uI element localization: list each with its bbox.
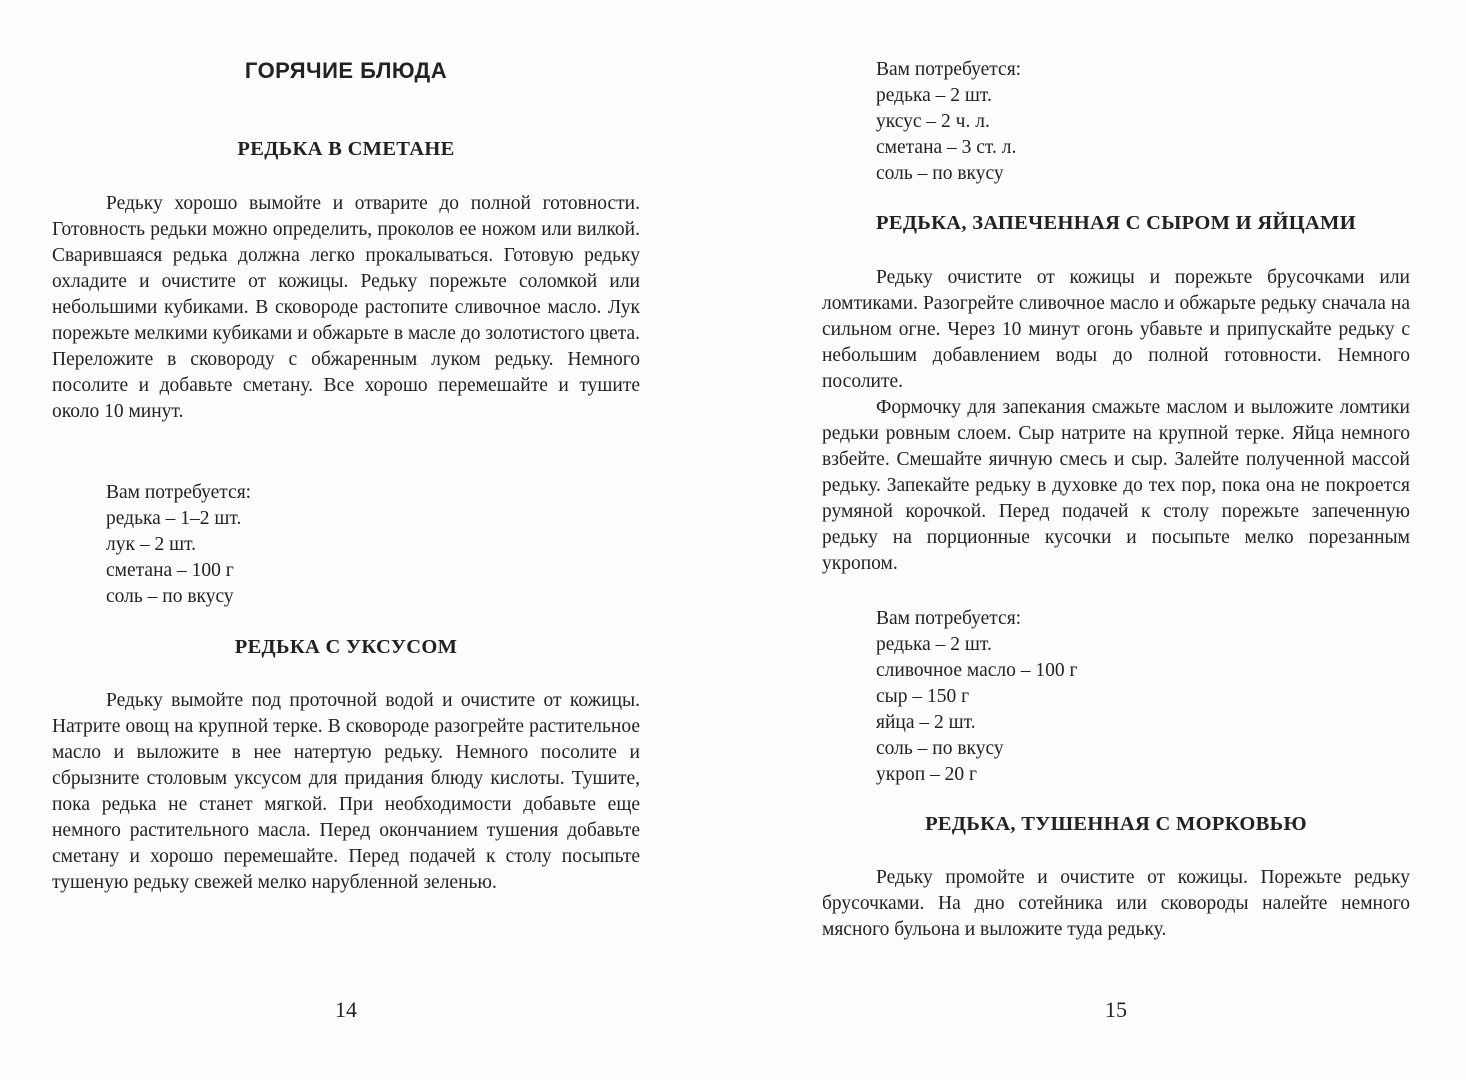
ingredient-item: лук – 2 шт. [106, 534, 197, 555]
ingredient-item: уксус – 2 ч. л. [876, 111, 990, 132]
recipe-title-radish-stewed-carrot: РЕДЬКА, ТУШЕННАЯ С МОРКОВЬЮ [925, 813, 1307, 835]
recipe-title-radish-baked-cheese-eggs: РЕДЬКА, ЗАПЕЧЕННАЯ С СЫРОМ И ЯЙЦАМИ [876, 212, 1356, 234]
recipe-text-radish-stewed-carrot: Редьку промойте и очистите от кожицы. Порежьте редьку брусочками. На дно сотейника или сковороды налейте немного мясного бульона и выложите туда редьку. [822, 867, 1410, 940]
ingredient-item: редька – 1–2 шт. [106, 508, 242, 529]
right-page [822, 0, 1410, 1080]
ingredient-item: сливочное масло – 100 г [876, 660, 1078, 681]
chapter-title: ГОРЯЧИЕ БЛЮДА [244, 58, 448, 83]
ingredients-list-radish-vinegar [876, 57, 1410, 187]
ingredient-item: сыр – 150 г [876, 686, 970, 707]
ingredients-heading: Вам потребуется: [876, 59, 1022, 80]
ingredient-item: соль – по вкусу [876, 738, 1004, 759]
ingredients-list-radish-sour-cream [106, 480, 640, 610]
page-number-left: 14 [335, 997, 357, 1022]
recipe-text-radish-baked-1: Редьку очистите от кожицы и порежьте брусочками или ломтиками. Разогрейте сливочное масло и обжарьте редьку сначала на сильном огне. Через 10 минут огонь убавьте и припускайте редьку с небольшим добавлением воды до полной готовности. Немного посолите. [822, 267, 1410, 392]
ingredient-item: сметана – 3 ст. л. [876, 137, 1017, 158]
recipe-text-radish-vinegar: Редьку вымойте под проточной водой и очистите от кожицы. Натрите овощ на крупной терке. В сковороде разогрейте растительное масло и выложите в нее натертую редьку. Немного посолите и сбрызните столовым уксусом для придания блюду кислоты. Тушите, пока редька не станет мягкой. При необходимости добавьте еще немного растительного масла. Перед окончанием тушения добавьте сметану и хорошо перемешайте. Перед подачей к столу посыпьте тушеную редьку свежей мелко нарубленной зеленью. [52, 690, 640, 893]
ingredient-item: редька – 2 шт. [876, 634, 992, 655]
recipe-text-radish-sour-cream: Редьку хорошо вымойте и отварите до полной готовности. Готовность редьки можно определить, проколов ее ножом или вилкой. Сварившаяся редька должна легко прокалываться. Готовую редьку охладите и очистите от кожицы. Редьку порежьте соломкой или небольшими кубиками. В сковороде растопите сливочное масло. Лук порежьте мелкими кубиками и обжарьте в масле до золотистого цвета. Переложите в сковороду с обжаренным луком редьку. Немного посолите и добавьте сметану. Все хорошо перемешайте и тушите около 10 минут. [52, 193, 640, 422]
recipe-title-radish-vinegar: РЕДЬКА С УКСУСОМ [234, 636, 458, 658]
ingredients-heading: Вам потребуется: [106, 482, 252, 503]
left-page [52, 0, 640, 1080]
ingredient-item: соль – по вкусу [876, 163, 1004, 184]
ingredient-item: яйца – 2 шт. [876, 712, 976, 733]
ingredients-heading: Вам потребуется: [876, 608, 1022, 629]
ingredient-item: редька – 2 шт. [876, 85, 992, 106]
ingredient-item: соль – по вкусу [106, 586, 234, 607]
recipe-title-radish-sour-cream: РЕДЬКА В СМЕТАНЕ [237, 138, 455, 160]
ingredient-item: укроп – 20 г [876, 764, 978, 785]
recipe-text-radish-baked-2: Формочку для запекания смажьте маслом и выложите ломтики редьки ровным слоем. Сыр натрите на крупной терке. Яйца немного взбейте. Смешайте яичную смесь и сыр. Залейте полученной массой редьку. Запекайте редьку в духовке до тех пор, пока она не покроется румяной корочкой. Перед подачей к столу порежьте запеченную редьку на порционные кусочки и посыпьте мелко порезанным укропом. [822, 397, 1410, 574]
ingredient-item: сметана – 100 г [106, 560, 234, 581]
ingredients-list-radish-baked [876, 606, 1410, 788]
page-number-right: 15 [1105, 997, 1127, 1022]
